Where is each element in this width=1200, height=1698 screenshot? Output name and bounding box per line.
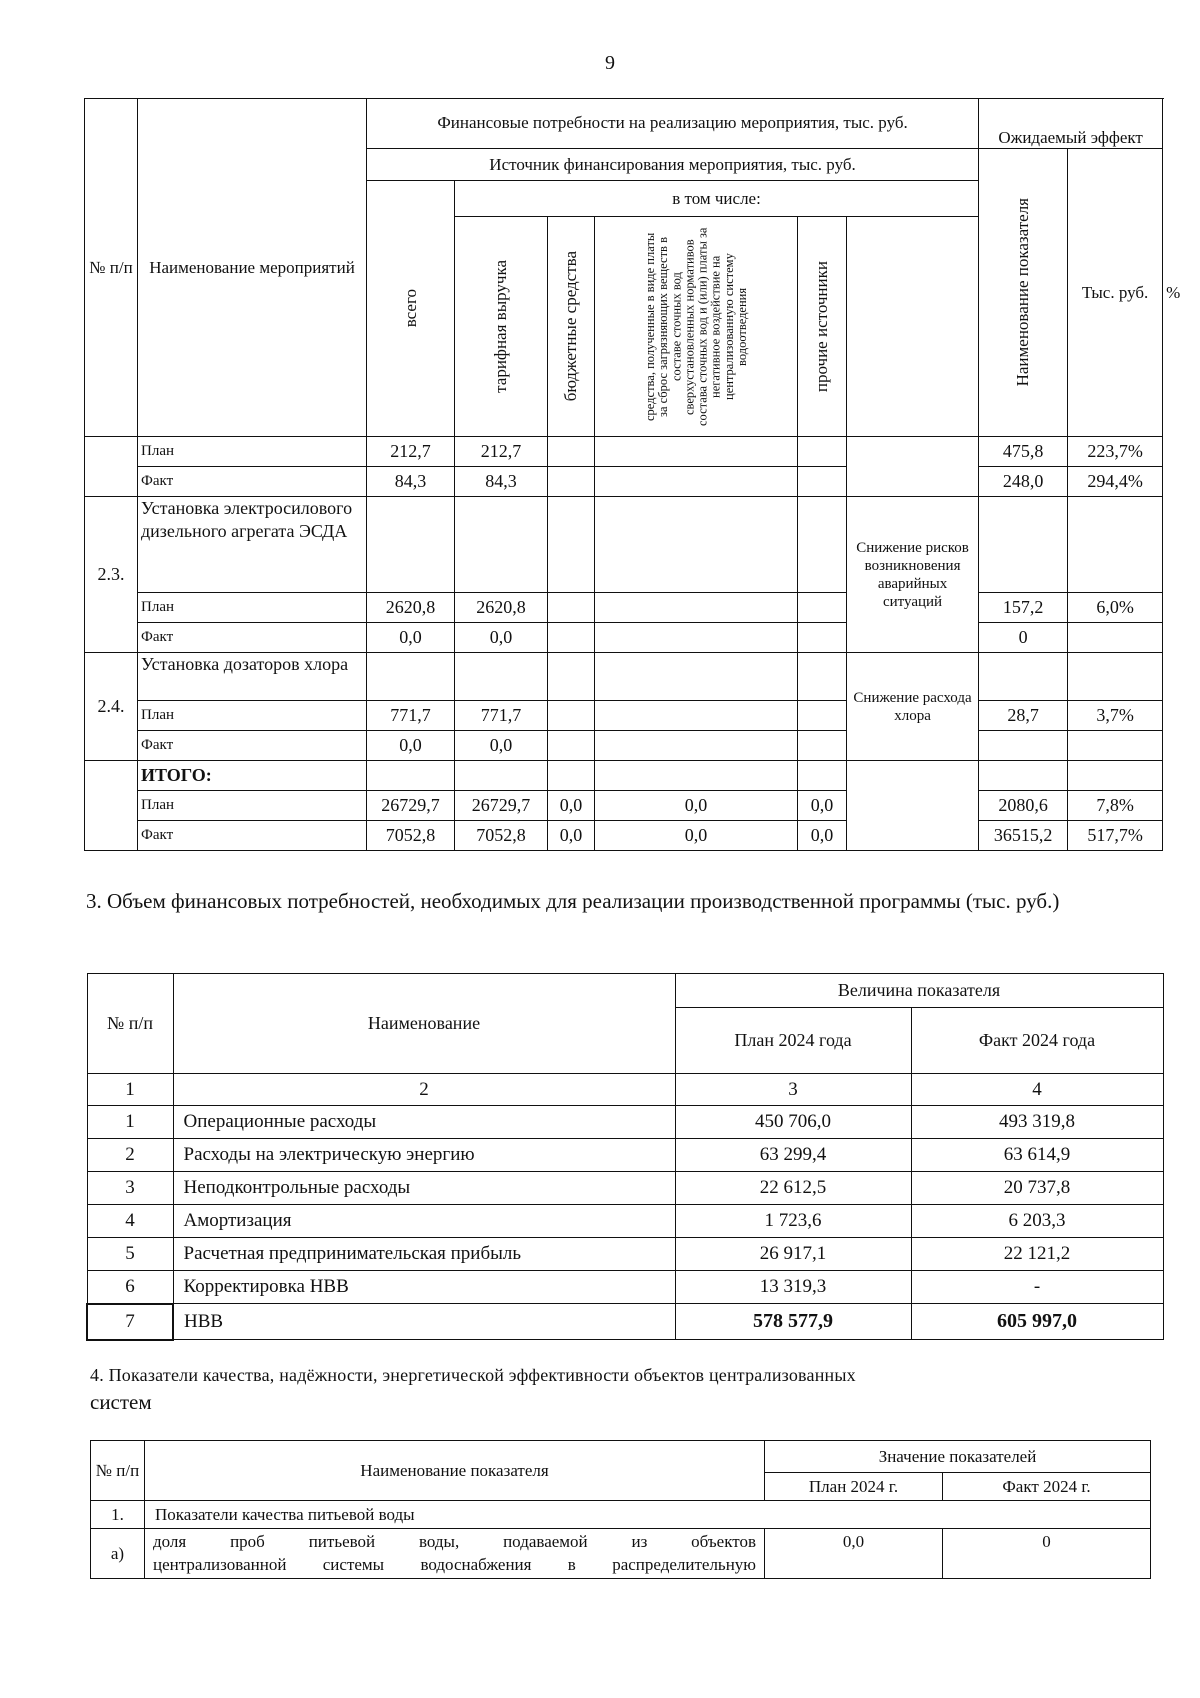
fact-value: 0 — [943, 1529, 1151, 1579]
effect-thousand-value: 157,2 — [979, 593, 1068, 623]
effect-thousand-value: 475,8 — [979, 437, 1068, 467]
effect-indicator: Снижение расхода хлора — [847, 653, 979, 761]
index-cell: 3 — [675, 1074, 911, 1106]
plan-label: План — [138, 791, 367, 821]
plan-value: 0,0 — [765, 1529, 943, 1579]
budget-header: бюджетные средства — [548, 217, 595, 437]
total-value: 0,0 — [367, 623, 455, 653]
total-value: 84,3 — [367, 467, 455, 497]
tariff-header: тарифная выручка — [455, 217, 548, 437]
effect-thousand-value: 28,7 — [979, 701, 1068, 731]
row-number: 2.4. — [85, 653, 138, 761]
section-3-heading: 3. Объем финансовых потребностей, необходимых для реализации производственной программы (тыс. руб.) — [86, 889, 1060, 913]
effect-percent-value: 6,0% — [1068, 593, 1163, 623]
fact-label: Факт — [138, 623, 367, 653]
row-number: 6 — [87, 1271, 173, 1304]
expected-effect-header: Ожидаемый эффект — [979, 99, 1163, 149]
plan-value: 578 577,9 — [675, 1304, 911, 1340]
fees-value: 0,0 — [595, 791, 798, 821]
plan-label: План — [138, 701, 367, 731]
plan-value: 22 612,5 — [675, 1172, 911, 1205]
effect-percent-value: 294,4% — [1068, 467, 1163, 497]
plan-value: 450 706,0 — [675, 1106, 911, 1139]
tariff-value: 771,7 — [455, 701, 548, 731]
index-cell: 2 — [173, 1074, 675, 1106]
col-plan-header: План 2024 г. — [765, 1473, 943, 1501]
row-name: Показатели качества питьевой воды — [145, 1501, 1151, 1529]
table-row-total — [87, 1304, 1163, 1340]
row-number: 1. — [91, 1501, 145, 1529]
table-row — [85, 437, 1163, 467]
col-fact-header: Факт 2024 года — [911, 1008, 1163, 1074]
tariff-value: 2620,8 — [455, 593, 548, 623]
row-number: 3 — [87, 1172, 173, 1205]
effect-percent-value: 7,8% — [1068, 791, 1163, 821]
index-cell: 4 — [911, 1074, 1163, 1106]
col-name-header: Наименование мероприятий — [138, 99, 367, 437]
tariff-value: 0,0 — [455, 731, 548, 761]
col-value-header: Величина показателя — [675, 974, 1163, 1008]
effect-thousand-value: 0 — [979, 623, 1068, 653]
total-value: 2620,8 — [367, 593, 455, 623]
fin-needs-header: Финансовые потребности на реализацию мероприятия, тыс. руб. — [367, 99, 979, 149]
table-row — [85, 467, 1163, 497]
total-value: 212,7 — [367, 437, 455, 467]
table-row — [91, 1501, 1151, 1529]
table-row — [87, 1271, 1163, 1304]
fact-value: 493 319,8 — [911, 1106, 1163, 1139]
total-label: ИТОГО: — [138, 761, 367, 791]
fact-label: Факт — [138, 467, 367, 497]
row-name: Корректировка НВВ — [173, 1271, 675, 1304]
total-value: 7052,8 — [367, 821, 455, 851]
col-num-header: № п/п — [87, 974, 173, 1074]
total-value: 26729,7 — [367, 791, 455, 821]
source-header: Источник финансирования мероприятия, тыс. руб. — [367, 149, 979, 181]
table-row — [85, 821, 1163, 851]
fact-value: 63 614,9 — [911, 1139, 1163, 1172]
row-number: а) — [91, 1529, 145, 1579]
total-header: всего — [367, 181, 455, 437]
measure-name: Установка дозаторов хлора — [138, 653, 367, 701]
indicator-name-header: Наименование показателя — [979, 149, 1068, 437]
col-fact-header: Факт 2024 г. — [943, 1473, 1151, 1501]
row-name-line1: доля проб питьевой воды, подаваемой из объектов — [153, 1531, 756, 1551]
measures-table: № п/п Наименование мероприятий Финансовые потребности на реализацию мероприятия, тыс. руб. Ожидаемый эффект Источник финансирования мероприятия, тыс. руб. Наименование показателя Тыс. руб. % всего в том числе: тарифная выручка бюджетные средства средства, полученные в виде платы за сброс загрязняющих веществ в составе сточных вод сверхустановленных нормативов состава сточных вод и (или) платы за негативное воздействие на централизованную систему водоотведения прочие источники План 212,7 212,7 475,8 223,7% Факт 84,3 84,3 248,0 294,4% 2.3. Установка электросилового дизельного агрегата ЭСДА Снижение рисков возникновения аварийных ситуаций План 2620,8 2620,8 157,2 6,0% Факт 0,0 0,0 0 2.4. Установка дозаторов хлора Снижение расхода хлора План 771,7 771,7 28,7 3,7% Факт 0,0 0,0 ИТОГО: План 26729,7 26729,7 0,0 0,0 0,0 2080,6 7,8% Факт 7052,8 7052,8 0,0 0,0 0,0 36515,2 517,7% — [84, 98, 1163, 851]
table-row — [91, 1529, 1151, 1579]
tariff-value: 26729,7 — [455, 791, 548, 821]
effect-thousand-value: 2080,6 — [979, 791, 1068, 821]
row-number: 4 — [87, 1205, 173, 1238]
plan-value: 1 723,6 — [675, 1205, 911, 1238]
financial-needs-table — [86, 973, 1164, 1341]
table-row — [87, 1172, 1163, 1205]
row-name: Операционные расходы — [173, 1106, 675, 1139]
effect-indicator: Снижение рисков возникновения аварийных ситуаций — [847, 497, 979, 653]
col-num-header: № п/п — [85, 99, 138, 437]
page-number: 9 — [605, 52, 615, 74]
effect-percent-value: 3,7% — [1068, 701, 1163, 731]
thousand-rub-header: Тыс. руб. — [1068, 149, 1163, 437]
table-row — [87, 1139, 1163, 1172]
other-value: 0,0 — [798, 821, 847, 851]
col-name-header: Наименование показателя — [145, 1441, 765, 1501]
row-name: Расчетная предпринимательская прибыль — [173, 1238, 675, 1271]
table-row — [85, 791, 1163, 821]
budget-value: 0,0 — [548, 821, 595, 851]
quality-indicators-table — [90, 1440, 1151, 1579]
row-number: 2 — [87, 1139, 173, 1172]
effect-thousand-value: 36515,2 — [979, 821, 1068, 851]
table-row — [85, 731, 1163, 761]
effect-percent-value: 517,7% — [1068, 821, 1163, 851]
tariff-value: 84,3 — [455, 467, 548, 497]
effect-percent-value: 223,7% — [1068, 437, 1163, 467]
other-value: 0,0 — [798, 791, 847, 821]
total-value: 0,0 — [367, 731, 455, 761]
table-row — [85, 593, 1163, 623]
fact-label: Факт — [138, 731, 367, 761]
row-number: 1 — [87, 1106, 173, 1139]
index-cell: 1 — [87, 1074, 173, 1106]
row-number: 2.3. — [85, 497, 138, 653]
fees-header: средства, полученные в виде платы за сброс загрязняющих веществ в составе сточных вод сверхустановленных нормативов состава сточных вод и (или) платы за негативное воздействие на централизованную систему водоотведения — [595, 217, 798, 437]
effect-thousand-value: 248,0 — [979, 467, 1068, 497]
budget-value: 0,0 — [548, 791, 595, 821]
table-row — [85, 497, 1163, 593]
row-name: Амортизация — [173, 1205, 675, 1238]
col-name-header: Наименование — [173, 974, 675, 1074]
tariff-value: 212,7 — [455, 437, 548, 467]
row-name: Неподконтрольные расходы — [173, 1172, 675, 1205]
table-row — [85, 761, 1163, 791]
table-row — [85, 623, 1163, 653]
table-row — [85, 701, 1163, 731]
table-row — [87, 1106, 1163, 1139]
row-name: Расходы на электрическую энергию — [173, 1139, 675, 1172]
table-row — [85, 653, 1163, 701]
tariff-value: 0,0 — [455, 623, 548, 653]
plan-label: План — [138, 437, 367, 467]
col-plan-header: План 2024 года — [675, 1008, 911, 1074]
row-name: НВВ — [173, 1304, 675, 1340]
section-4-heading-line2: систем — [90, 1390, 152, 1415]
col-num-header: № п/п — [91, 1441, 145, 1501]
index-row — [87, 1074, 1163, 1106]
row-number: 7 — [87, 1304, 173, 1340]
including-header: в том числе: — [455, 181, 979, 217]
measure-name: Установка электросилового дизельного агрегата ЭСДА — [138, 497, 367, 593]
tariff-value: 7052,8 — [455, 821, 548, 851]
fact-value: - — [911, 1271, 1163, 1304]
row-name — [145, 1529, 765, 1579]
plan-label: План — [138, 593, 367, 623]
other-header: прочие источники — [798, 217, 847, 437]
fact-label: Факт — [138, 821, 367, 851]
table-row — [87, 1205, 1163, 1238]
row-number: 5 — [87, 1238, 173, 1271]
section-4-heading — [90, 1363, 1160, 1418]
col-values-header: Значение показателей — [765, 1441, 1151, 1473]
row-name-line2: централизованной системы водоснабжения в распределительную — [153, 1554, 756, 1574]
plan-value: 26 917,1 — [675, 1238, 911, 1271]
fact-value: 605 997,0 — [911, 1304, 1163, 1340]
fact-value: 20 737,8 — [911, 1172, 1163, 1205]
fees-value: 0,0 — [595, 821, 798, 851]
fact-value: 22 121,2 — [911, 1238, 1163, 1271]
section-4-heading-line1: 4. Показатели качества, надёжности, энергетической эффективности объектов централизованных — [90, 1365, 856, 1385]
table-row — [87, 1238, 1163, 1271]
total-value: 771,7 — [367, 701, 455, 731]
plan-value: 63 299,4 — [675, 1139, 911, 1172]
plan-value: 13 319,3 — [675, 1271, 911, 1304]
fact-value: 6 203,3 — [911, 1205, 1163, 1238]
